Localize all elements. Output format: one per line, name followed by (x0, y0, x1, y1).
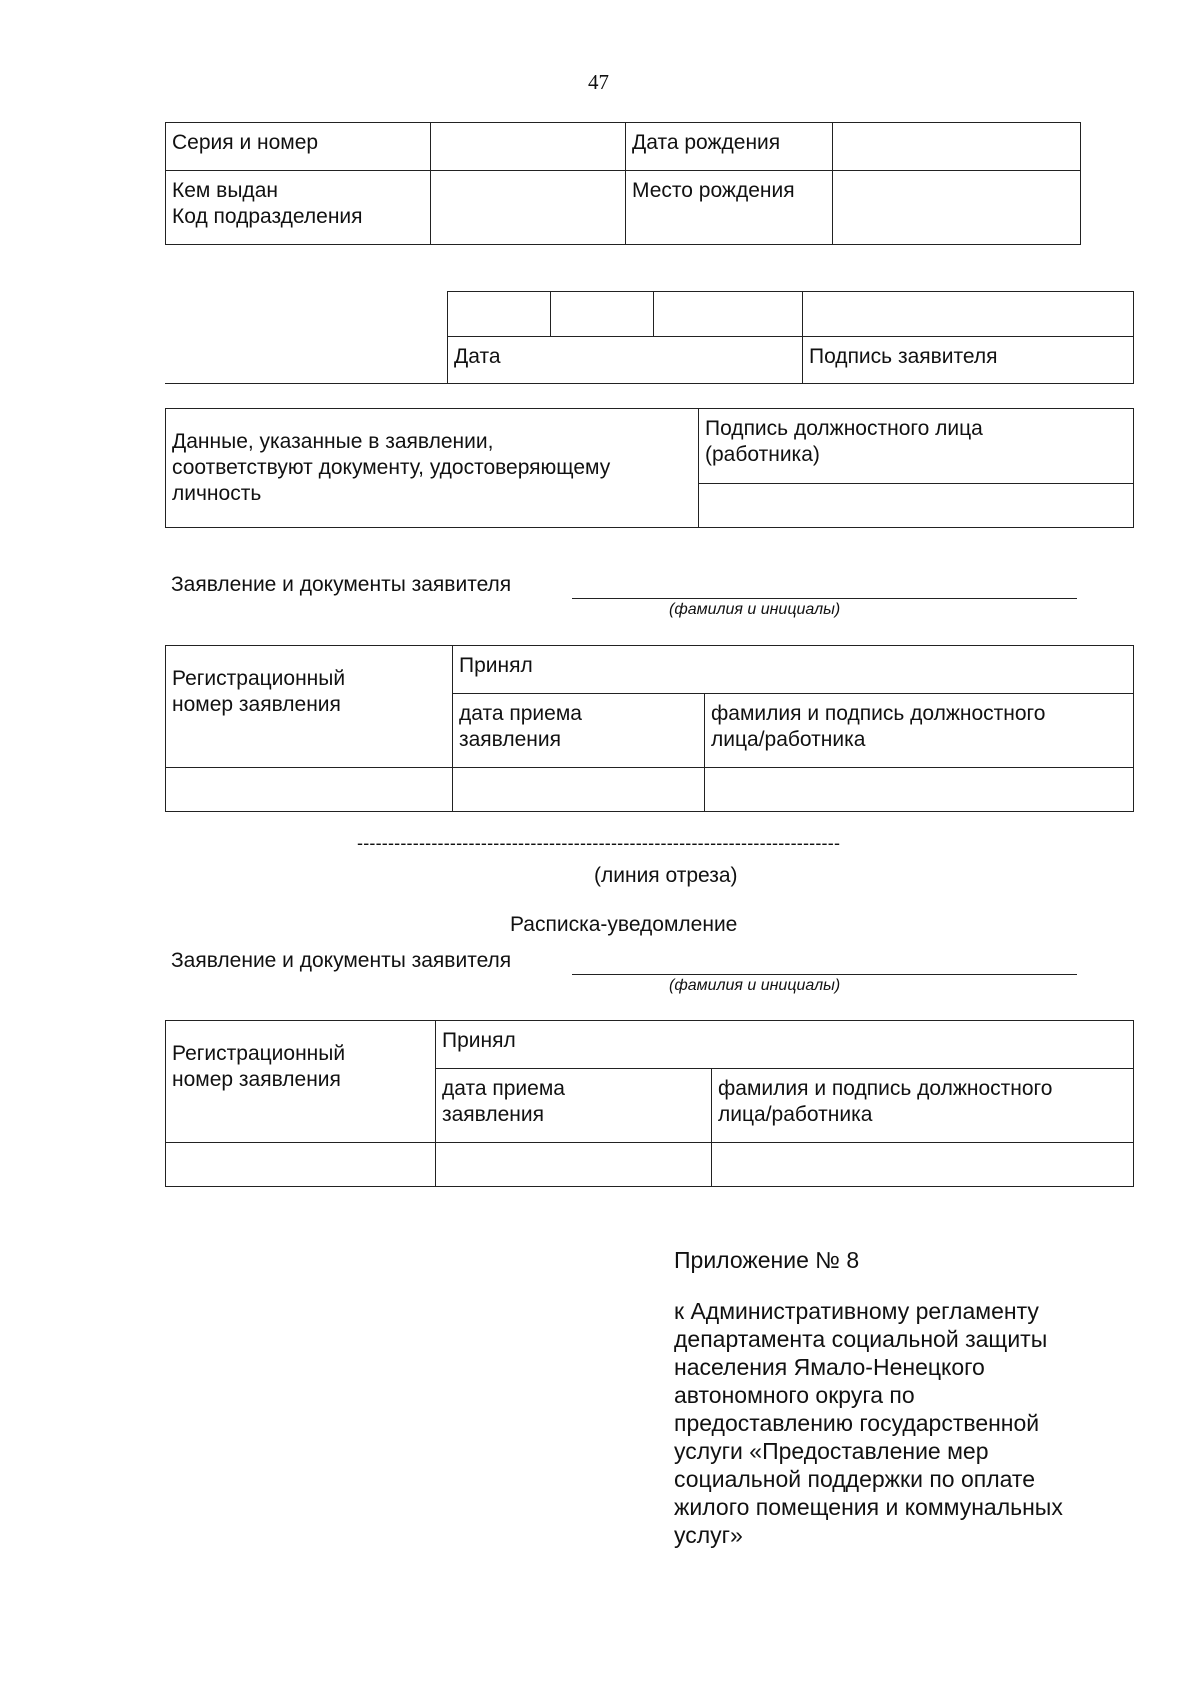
birth-date-label: Дата рождения (626, 123, 833, 171)
passport-table (165, 122, 1081, 245)
accept-date-label-2: дата приема заявления (436, 1069, 712, 1143)
date-label: Дата (448, 337, 803, 384)
cut-line-label: (линия отреза) (594, 864, 738, 887)
series-number-label: Серия и номер (166, 123, 431, 171)
applicant-name-line-2[interactable] (572, 974, 1077, 975)
official-name-label-2: фамилия и подпись должностного лица/работника (712, 1069, 1134, 1143)
official-signature-field[interactable] (699, 484, 1134, 528)
applicant-signature-field[interactable] (803, 292, 1134, 337)
birth-place-field[interactable] (833, 171, 1081, 245)
signature-left-line (165, 383, 447, 384)
page-number: 47 (588, 70, 609, 94)
issued-by-field[interactable] (431, 171, 626, 245)
cut-line-dashes: ------------------------------------------------------------------------------ (357, 833, 841, 853)
verification-table (165, 408, 1134, 528)
issued-by-label: Кем выдан Код подразделения (166, 171, 431, 245)
accept-date-field-1[interactable] (453, 768, 705, 812)
verification-text: Данные, указанные в заявлении, соответствуют документу, удостоверяющему личность (166, 409, 699, 528)
official-name-label-1: фамилия и подпись должностного лица/работника (705, 694, 1134, 768)
reg-number-field-2[interactable] (166, 1143, 436, 1187)
accepted-label-1: Принял (453, 646, 1134, 694)
reg-number-field-1[interactable] (166, 768, 453, 812)
date-month-field[interactable] (551, 292, 654, 337)
name-caption-1: (фамилия и инициалы) (669, 601, 841, 618)
accepted-label-2: Принял (436, 1021, 1134, 1069)
official-name-field-1[interactable] (705, 768, 1134, 812)
appendix-title: Приложение № 8 (674, 1247, 860, 1273)
official-name-field-2[interactable] (712, 1143, 1134, 1187)
registration-table-1 (165, 645, 1134, 812)
appendix-text: к Административному регламенту департамента социальной защиты населения Ямало-Ненецкого автономного округа по предоставлению государственной услуги «Предоставление мер социальной поддержки по оплате жилого помещения и коммунальных услуг» (674, 1298, 1063, 1548)
documents-label-1: Заявление и документы заявителя (171, 573, 512, 596)
signature-table (447, 291, 1134, 384)
birth-place-label: Место рождения (626, 171, 833, 245)
accept-date-label-1: дата приема заявления (453, 694, 705, 768)
applicant-signature-label: Подпись заявителя (803, 337, 1134, 384)
birth-date-field[interactable] (833, 123, 1081, 171)
documents-label-2: Заявление и документы заявителя (171, 949, 512, 972)
applicant-name-line-1[interactable] (572, 598, 1077, 599)
official-signature-label: Подпись должностного лица (работника) (699, 409, 1134, 484)
reg-number-label-1: Регистрационный номер заявления (166, 646, 453, 768)
name-caption-2: (фамилия и инициалы) (669, 977, 841, 994)
accept-date-field-2[interactable] (436, 1143, 712, 1187)
date-year-field[interactable] (654, 292, 803, 337)
receipt-title: Расписка-уведомление (510, 913, 738, 936)
date-day-field[interactable] (448, 292, 551, 337)
registration-table-2 (165, 1020, 1134, 1187)
reg-number-label-2: Регистрационный номер заявления (166, 1021, 436, 1143)
series-number-field[interactable] (431, 123, 626, 171)
